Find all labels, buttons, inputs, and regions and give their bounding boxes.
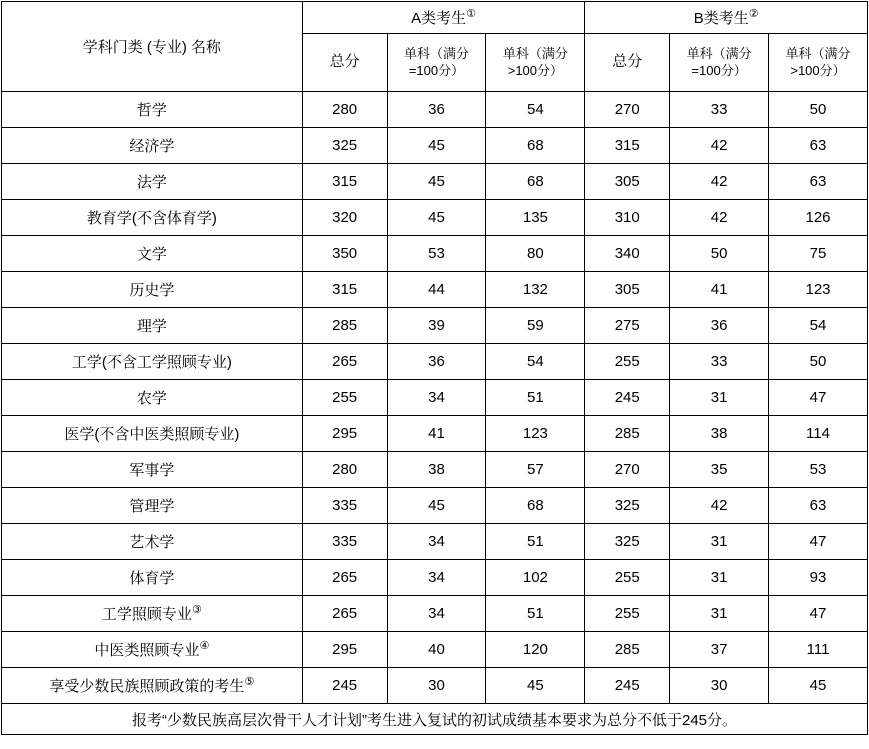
row-discipline-name xyxy=(2,560,303,596)
column-header-a-total xyxy=(302,34,387,92)
row-score-value: 31 xyxy=(670,596,769,632)
row-score-value: 30 xyxy=(670,668,769,704)
row-score-value: 54 xyxy=(769,308,868,344)
row-score-value: 40 xyxy=(387,632,486,668)
row-discipline-label: 艺术学 xyxy=(129,534,175,551)
row-score-value: 42 xyxy=(670,164,769,200)
table-body xyxy=(2,92,868,704)
row-score-value: 50 xyxy=(769,92,868,128)
row-score-value: 255 xyxy=(585,344,670,380)
row-score-value: 275 xyxy=(585,308,670,344)
row-score-value: 305 xyxy=(585,164,670,200)
row-discipline-name xyxy=(2,632,303,668)
table-row xyxy=(2,380,868,416)
column-header-b-single-100 xyxy=(670,34,769,92)
column-header-b-total-line1: 总分 xyxy=(612,53,643,71)
table-row xyxy=(2,632,868,668)
row-score-value: 315 xyxy=(585,128,670,164)
row-score-value: 35 xyxy=(670,452,769,488)
row-score-value: 63 xyxy=(769,164,868,200)
row-discipline-name xyxy=(2,92,303,128)
row-discipline-label: 理学 xyxy=(136,318,167,335)
column-group-b-sup: ② xyxy=(748,8,759,20)
row-score-value: 33 xyxy=(670,344,769,380)
row-score-value: 45 xyxy=(387,488,486,524)
table-header xyxy=(2,2,868,92)
row-score-value: 36 xyxy=(670,308,769,344)
table-row xyxy=(2,344,868,380)
row-discipline-name xyxy=(2,308,303,344)
row-score-value: 41 xyxy=(387,416,486,452)
row-score-value: 265 xyxy=(302,344,387,380)
row-score-value: 132 xyxy=(486,272,585,308)
row-discipline-label: 体育学 xyxy=(129,570,175,587)
table-row xyxy=(2,272,868,308)
row-score-value: 34 xyxy=(387,596,486,632)
row-score-value: 53 xyxy=(387,236,486,272)
row-score-value: 120 xyxy=(486,632,585,668)
row-score-value: 45 xyxy=(387,128,486,164)
row-discipline-sup: ⑤ xyxy=(244,676,255,688)
row-discipline-label: 中医类照顾专业 xyxy=(94,642,200,659)
row-score-value: 114 xyxy=(769,416,868,452)
row-discipline-label: 农学 xyxy=(136,390,167,407)
column-header-a-single-100 xyxy=(387,34,486,92)
row-score-value: 47 xyxy=(769,524,868,560)
table-row xyxy=(2,560,868,596)
row-discipline-label: 哲学 xyxy=(136,102,167,119)
column-header-a-single-over100-line1: 单科（满分 xyxy=(502,46,568,62)
table-row xyxy=(2,164,868,200)
row-discipline-name xyxy=(2,164,303,200)
row-score-value: 325 xyxy=(585,524,670,560)
row-score-value: 45 xyxy=(387,164,486,200)
column-group-b-label: B类考生 xyxy=(693,10,749,27)
row-score-value: 315 xyxy=(302,164,387,200)
row-score-value: 245 xyxy=(585,668,670,704)
row-discipline-name xyxy=(2,272,303,308)
row-discipline-sup: ③ xyxy=(191,604,202,616)
row-score-value: 270 xyxy=(585,452,670,488)
row-discipline-name xyxy=(2,128,303,164)
row-score-value: 280 xyxy=(302,452,387,488)
table-row xyxy=(2,236,868,272)
row-discipline-label: 享受少数民族照顾政策的考生 xyxy=(49,678,245,695)
row-score-value: 265 xyxy=(302,560,387,596)
row-score-value: 285 xyxy=(585,632,670,668)
column-group-a-sup: ① xyxy=(466,8,476,20)
column-group-b xyxy=(585,2,868,34)
row-score-value: 45 xyxy=(387,200,486,236)
footnote-text: 报考“少数民族高层次骨干人才计划”考生进入复试的初试成绩基本要求为总分不低于245分。 xyxy=(2,704,868,735)
row-score-value: 54 xyxy=(486,344,585,380)
row-discipline-label: 医学(不含中医类照顾专业) xyxy=(64,426,240,443)
row-score-value: 325 xyxy=(585,488,670,524)
column-group-a-label: A类考生 xyxy=(411,10,467,27)
column-header-a-single-over100-line2: >100分） xyxy=(507,62,564,78)
row-score-value: 320 xyxy=(302,200,387,236)
row-score-value: 39 xyxy=(387,308,486,344)
row-discipline-name xyxy=(2,452,303,488)
row-score-value: 38 xyxy=(670,416,769,452)
row-discipline-label: 教育学(不含体育学) xyxy=(86,210,217,227)
row-score-value: 68 xyxy=(486,488,585,524)
column-header-b-single-over100-line1: 单科（满分 xyxy=(785,46,851,62)
row-score-value: 305 xyxy=(585,272,670,308)
column-header-discipline xyxy=(2,2,303,92)
row-score-value: 50 xyxy=(670,236,769,272)
row-score-value: 102 xyxy=(486,560,585,596)
row-score-value: 245 xyxy=(302,668,387,704)
column-header-b-single-100-line2: =100分） xyxy=(691,62,747,78)
table-row xyxy=(2,308,868,344)
row-discipline-label: 经济学 xyxy=(129,138,175,155)
row-score-value: 255 xyxy=(585,560,670,596)
table-row xyxy=(2,416,868,452)
row-score-value: 265 xyxy=(302,596,387,632)
row-score-value: 135 xyxy=(486,200,585,236)
column-header-b-total xyxy=(585,34,670,92)
row-score-value: 255 xyxy=(585,596,670,632)
row-score-value: 51 xyxy=(486,524,585,560)
row-score-value: 36 xyxy=(387,92,486,128)
row-score-value: 31 xyxy=(670,380,769,416)
table-row xyxy=(2,92,868,128)
row-score-value: 47 xyxy=(769,380,868,416)
row-discipline-name xyxy=(2,668,303,704)
row-discipline-label: 文学 xyxy=(136,246,167,263)
row-discipline-label: 管理学 xyxy=(129,498,175,515)
row-discipline-name xyxy=(2,596,303,632)
row-score-value: 37 xyxy=(670,632,769,668)
row-score-value: 42 xyxy=(670,488,769,524)
row-score-value: 50 xyxy=(769,344,868,380)
row-score-value: 59 xyxy=(486,308,585,344)
column-header-discipline-label: 学科门类 (专业) 名称 xyxy=(82,39,222,56)
row-discipline-name xyxy=(2,200,303,236)
row-score-value: 42 xyxy=(670,200,769,236)
row-score-value: 33 xyxy=(670,92,769,128)
column-header-a-total-line1: 总分 xyxy=(329,53,360,71)
row-score-value: 93 xyxy=(769,560,868,596)
row-score-value: 123 xyxy=(769,272,868,308)
row-score-value: 350 xyxy=(302,236,387,272)
row-score-value: 285 xyxy=(585,416,670,452)
row-score-value: 315 xyxy=(302,272,387,308)
row-score-value: 34 xyxy=(387,524,486,560)
row-score-value: 280 xyxy=(302,92,387,128)
table-row xyxy=(2,524,868,560)
row-score-value: 57 xyxy=(486,452,585,488)
row-score-value: 30 xyxy=(387,668,486,704)
row-score-value: 68 xyxy=(486,128,585,164)
row-discipline-sup: ④ xyxy=(199,640,210,652)
row-discipline-name xyxy=(2,236,303,272)
header-group-row xyxy=(2,2,868,34)
row-discipline-label: 法学 xyxy=(136,174,167,191)
row-score-value: 47 xyxy=(769,596,868,632)
admission-score-table xyxy=(1,1,868,735)
row-discipline-label: 工学(不含工学照顾专业) xyxy=(71,354,232,371)
row-score-value: 75 xyxy=(769,236,868,272)
column-header-a-single-100-line1: 单科（满分 xyxy=(403,46,469,62)
row-score-value: 51 xyxy=(486,596,585,632)
column-header-b-single-over100-line2: >100分） xyxy=(790,62,846,78)
row-discipline-name xyxy=(2,524,303,560)
row-score-value: 335 xyxy=(302,524,387,560)
row-discipline-label: 历史学 xyxy=(129,282,175,299)
table-row xyxy=(2,488,868,524)
row-score-value: 245 xyxy=(585,380,670,416)
row-score-value: 80 xyxy=(486,236,585,272)
table-row xyxy=(2,128,868,164)
row-score-value: 36 xyxy=(387,344,486,380)
row-score-value: 295 xyxy=(302,416,387,452)
table-row xyxy=(2,596,868,632)
row-score-value: 31 xyxy=(670,560,769,596)
row-discipline-label: 军事学 xyxy=(129,462,175,479)
row-score-value: 51 xyxy=(486,380,585,416)
score-table-document xyxy=(0,1,869,749)
row-score-value: 31 xyxy=(670,524,769,560)
table-row xyxy=(2,200,868,236)
footnote-row xyxy=(2,704,868,735)
row-discipline-name xyxy=(2,380,303,416)
row-score-value: 68 xyxy=(486,164,585,200)
column-header-a-single-over100 xyxy=(486,34,585,92)
row-score-value: 340 xyxy=(585,236,670,272)
row-score-value: 123 xyxy=(486,416,585,452)
row-discipline-name xyxy=(2,488,303,524)
row-score-value: 270 xyxy=(585,92,670,128)
row-score-value: 335 xyxy=(302,488,387,524)
table-row xyxy=(2,668,868,704)
row-score-value: 310 xyxy=(585,200,670,236)
row-score-value: 126 xyxy=(769,200,868,236)
row-score-value: 325 xyxy=(302,128,387,164)
table-row xyxy=(2,452,868,488)
row-score-value: 34 xyxy=(387,380,486,416)
row-score-value: 54 xyxy=(486,92,585,128)
column-header-b-single-100-line1: 单科（满分 xyxy=(686,46,752,62)
row-discipline-name xyxy=(2,344,303,380)
table-footer xyxy=(2,704,868,735)
row-score-value: 42 xyxy=(670,128,769,164)
row-score-value: 255 xyxy=(302,380,387,416)
row-score-value: 45 xyxy=(486,668,585,704)
row-score-value: 41 xyxy=(670,272,769,308)
row-score-value: 34 xyxy=(387,560,486,596)
row-score-value: 44 xyxy=(387,272,486,308)
row-score-value: 45 xyxy=(769,668,868,704)
row-discipline-label: 工学照顾专业 xyxy=(101,606,192,623)
column-header-a-single-100-line2: =100分） xyxy=(408,62,465,78)
row-score-value: 38 xyxy=(387,452,486,488)
row-score-value: 295 xyxy=(302,632,387,668)
row-score-value: 111 xyxy=(769,632,868,668)
row-score-value: 285 xyxy=(302,308,387,344)
row-score-value: 63 xyxy=(769,128,868,164)
row-discipline-name xyxy=(2,416,303,452)
column-header-b-single-over100 xyxy=(769,34,868,92)
column-group-a xyxy=(302,2,585,34)
row-score-value: 63 xyxy=(769,488,868,524)
row-score-value: 53 xyxy=(769,452,868,488)
